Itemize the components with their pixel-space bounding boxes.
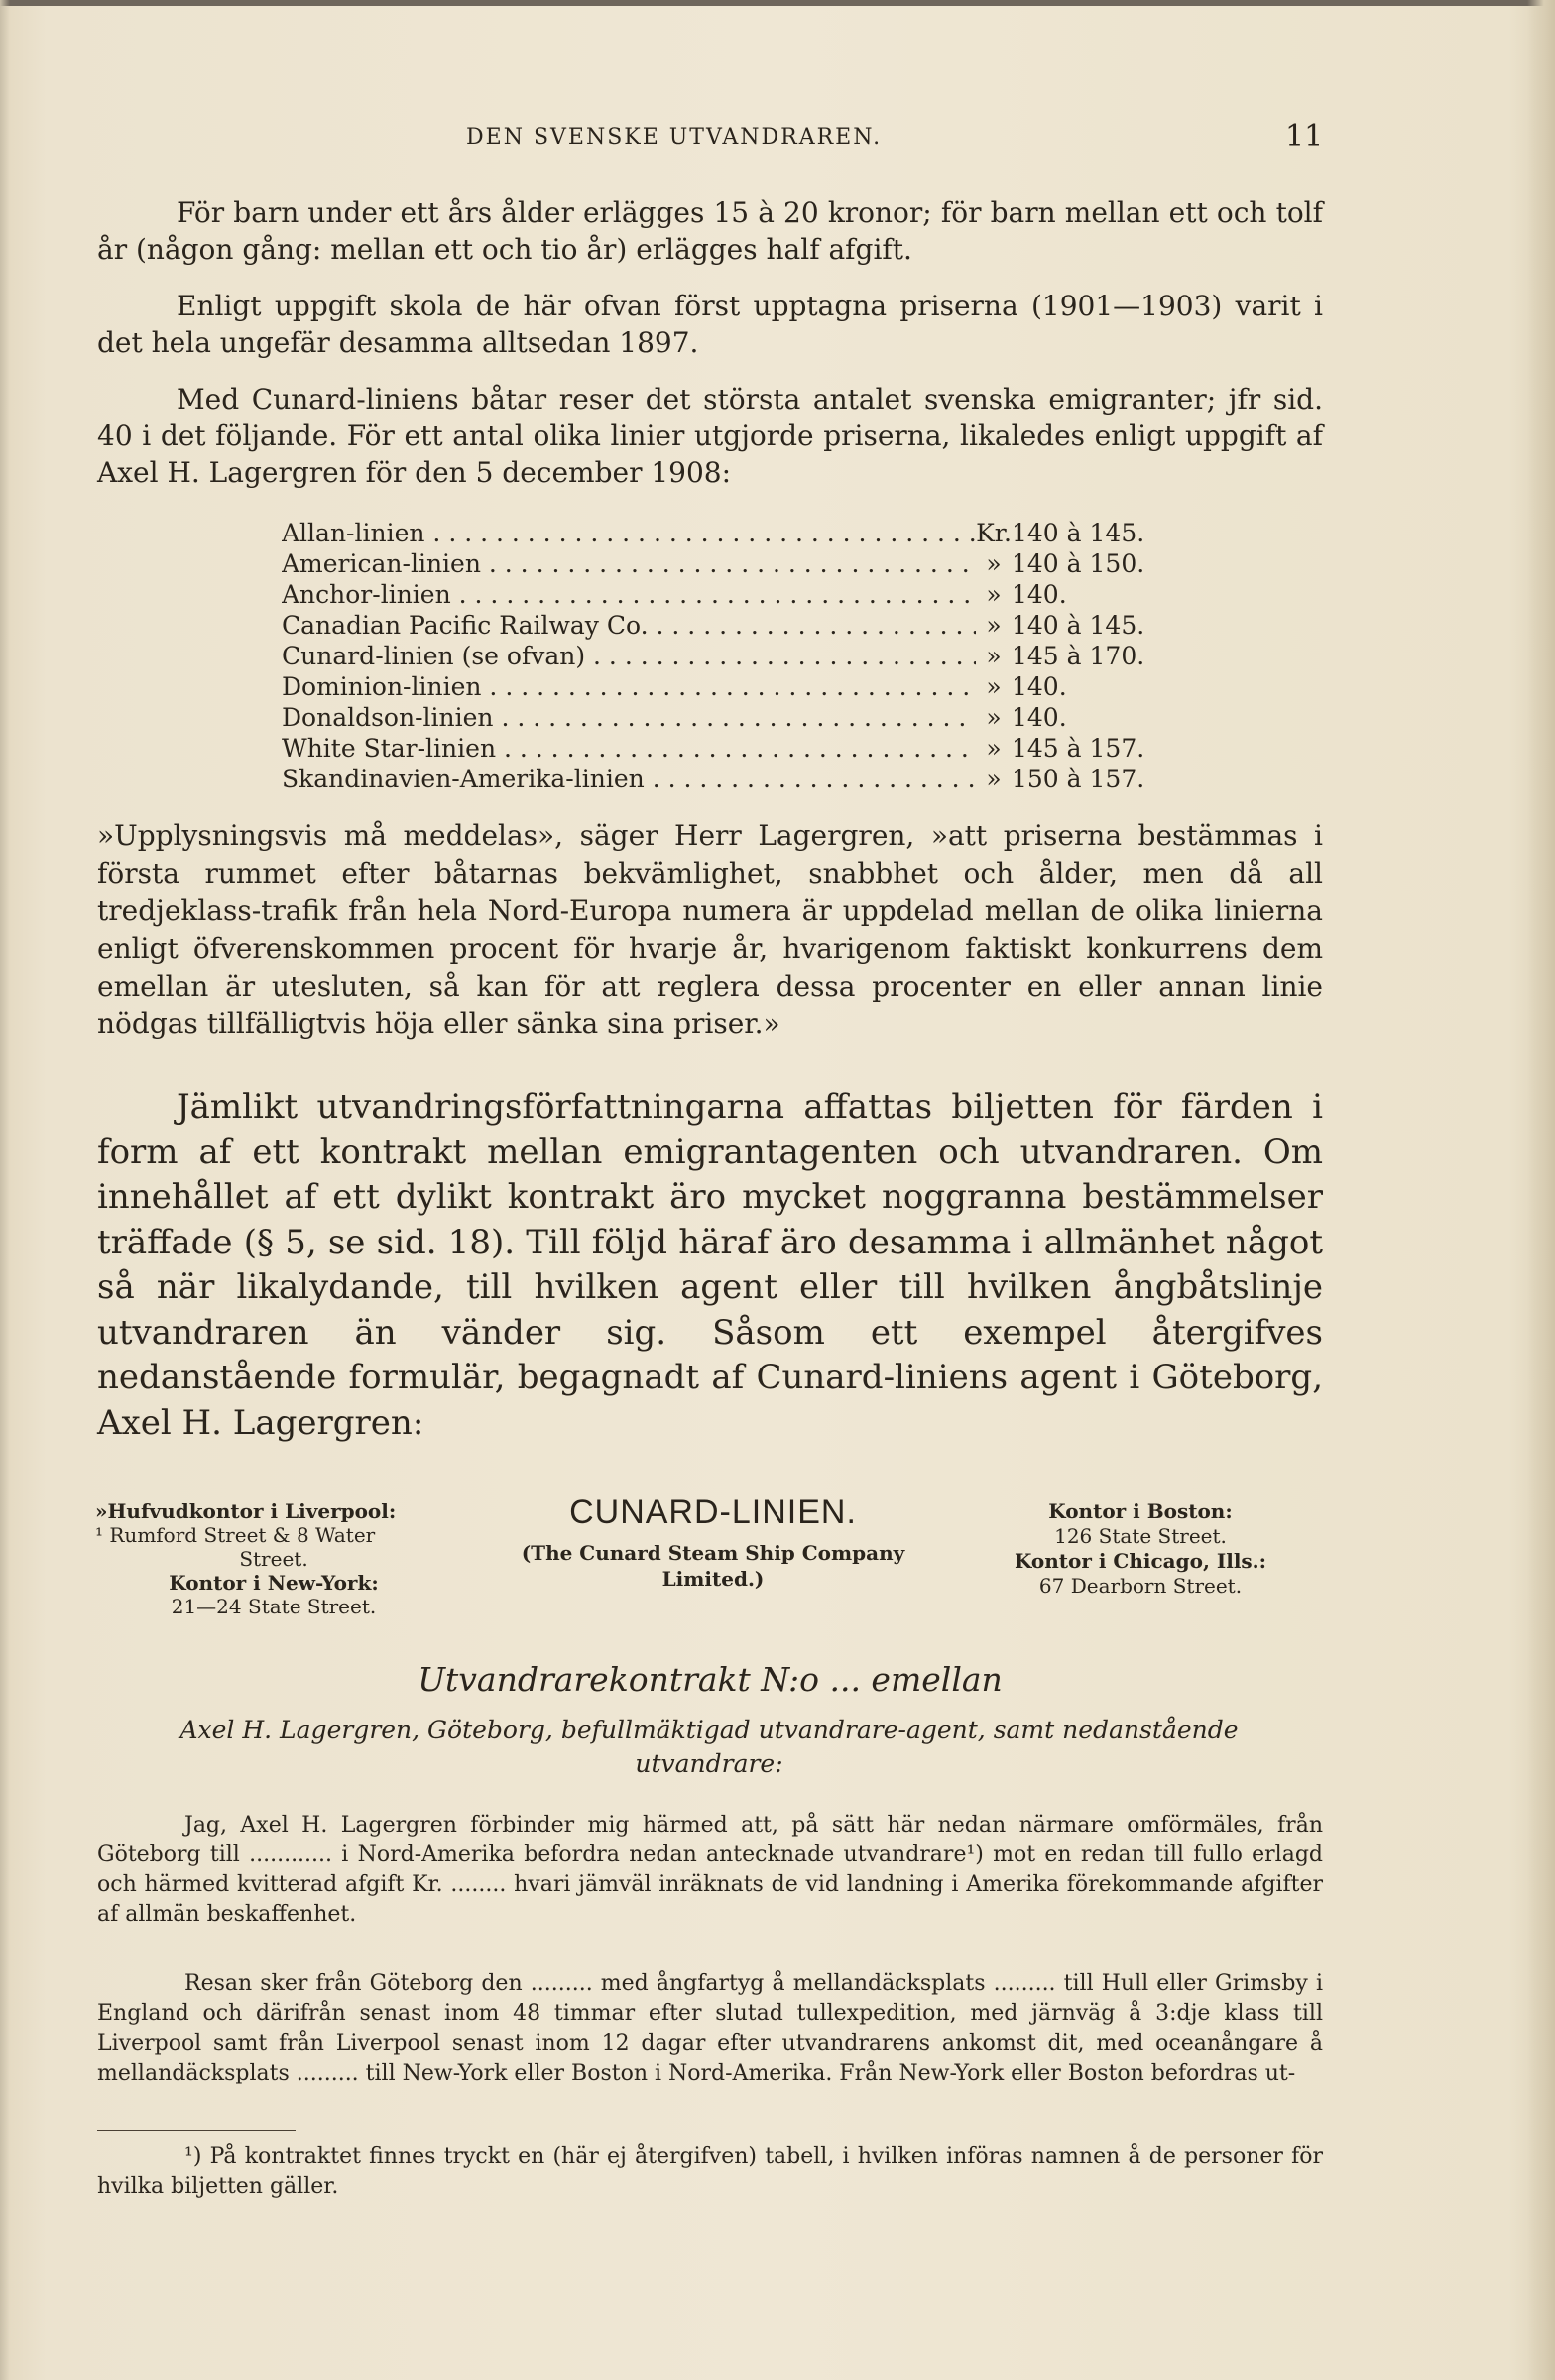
price-row <box>282 518 1210 548</box>
ditto-mark: » <box>986 703 1002 732</box>
price-row <box>282 764 1210 794</box>
ditto-mark: » <box>986 580 1002 609</box>
footnote-rule <box>97 2130 296 2131</box>
line-price: 145 à 170. <box>1012 642 1145 670</box>
line-price: 140. <box>1012 672 1067 701</box>
liverpool-address-1: ¹ Rumford Street & 8 Water <box>95 1523 376 1547</box>
company-name: CUNARD-LINIEN. <box>569 1493 857 1531</box>
price-row <box>282 610 1210 641</box>
boston-office-label: Kontor i Boston: <box>1048 1499 1233 1523</box>
currency-mark: Kr. <box>976 519 1012 547</box>
letterhead-right <box>992 1499 1289 1599</box>
paragraph-children-fares: För barn under ett års ålder erlägges 15 à 20 kronor; för barn mellan ett och tolf år (någon gång: mellan ett och tio år) erlägges half afgift. <box>97 196 1323 266</box>
newyork-office-label: Kontor i New-York: <box>169 1571 379 1595</box>
company-subtitle-1: (The Cunard Steam Ship Company <box>521 1541 905 1565</box>
scan-left-edge <box>0 0 10 2380</box>
line-price: 140 à 145. <box>1012 611 1145 640</box>
line-name: Anchor-linien . . . <box>282 579 976 610</box>
line-name: Skandinavien-Amerika-linien . . . <box>282 764 976 794</box>
ditto-mark: » <box>986 549 1002 578</box>
price-row <box>282 671 1210 702</box>
paragraph-price-history: Enligt uppgift skola de här ofvan först upptagna priserna (1901—1903) varit i det hela ungefär desamma alltsedan 1897. <box>97 290 1323 359</box>
line-price: 140 à 150. <box>1012 549 1145 578</box>
scan-right-edge <box>1527 0 1555 2380</box>
line-price: 150 à 157. <box>1012 765 1145 793</box>
chicago-office-label: Kontor i Chicago, Ills.: <box>1014 1549 1267 1573</box>
ditto-mark: » <box>986 672 1002 701</box>
ditto-mark: » <box>986 734 1002 763</box>
scan-top-edge <box>0 0 1555 6</box>
price-row <box>282 733 1210 764</box>
letterhead-center <box>482 1493 944 1592</box>
liverpool-address-2: Street. <box>239 1547 308 1571</box>
paragraph-cunard-intro: Med Cunard-liniens båtar reser det största antalet svenska emigranter; jfr sid. 40 i det följande. För ett antal olika linier utgjorde priserna, likaledes enligt uppgift af Axel H. Lagergren för den 5 december 1908: <box>97 383 1323 489</box>
company-subtitle-2: Limited.) <box>661 1567 765 1591</box>
ditto-mark: » <box>986 642 1002 670</box>
paragraph-contract-intro: Jämlikt utvandringsförfattningarna affattas biljetten för färden i form af ett kontrakt mellan emigrantagenten och utvandraren. Om innehållet af ett dylikt kontrakt äro mycket noggranna bestämmelser träffade (§ 5, se sid. 18). Till följd häraf äro desamma i allmänhet något så när likalydande, till hvilken agent eller till hvilken ångbåtslinje utvandraren än vänder sig. Såsom ett exempel återgifves nedanstående formulär, begagnadt af Cunard-liniens agent i Göteborg, Axel H. Lagergren: <box>97 1087 1323 1443</box>
page-number: 11 <box>1285 119 1324 154</box>
letterhead-left <box>95 1499 452 1618</box>
paragraph-lagergren-quote: »Upplysningsvis må meddelas», säger Herr Lagergren, »att priserna bestämmas i första rummet efter båtarnas bekvämlighet, snabbhet och ålder, men då all tredjeklass-trafik från hela Nord-Europa numera är uppdelad mellan de olika linierna enligt öfverenskommen procent för hvarje år, hvarigenom faktiskt konkurrens dem emellan är utesluten, så kan för att reglera dessa procenter en eller annan linie nödgas tillfälligtvis höja eller sänka sina priser.» <box>97 819 1323 1040</box>
line-name: Cunard-linien (se ofvan) . . . <box>282 641 976 671</box>
contract-title: Utvandrarekontrakt N:o ... emellan <box>418 1660 1003 1699</box>
contract-parties: Axel H. Lagergren, Göteborg, befullmäktigad utvandrare-agent, samt nedanstående utvandrare: <box>179 1716 1239 1778</box>
chicago-address: 67 Dearborn Street. <box>1038 1574 1243 1598</box>
line-price: 140. <box>1012 703 1067 732</box>
ditto-mark: » <box>986 611 1002 640</box>
contract-clause-2: Resan sker från Göteborg den ......... med ångfartyg å mellandäcksplats ......... till Hull eller Grimsby i England och därifrån senast inom 48 timmar efter slutad tullexpedition, med järnväg å 3:dje klass till Liverpool samt från Liverpool senast inom 12 dagar efter utvandrarens ankomst dit, med oceanångare å mellandäcksplats ......... till New-York eller Boston i Nord-Amerika. Från New-York eller Boston befordras ut- <box>97 1971 1323 2085</box>
newyork-address: 21—24 State Street. <box>171 1595 377 1618</box>
line-name: Dominion-linien . . . <box>282 671 976 702</box>
line-name: American-linien . . . <box>282 548 976 579</box>
line-name: Canadian Pacific Railway Co. . . . <box>282 610 976 641</box>
price-row <box>282 579 1210 610</box>
line-name: Allan-linien . . . <box>282 518 976 548</box>
line-price: 140. <box>1012 580 1067 609</box>
line-name: White Star-linien . . . <box>282 733 976 764</box>
running-title: DEN SVENSKE UTVANDRAREN. <box>466 125 883 150</box>
contract-clause-1: Jag, Axel H. Lagergren förbinder mig härmed att, på sätt här nedan närmare omförmäles, från Göteborg till ............ i Nord-Amerika befordra nedan antecknade utvandrare¹) mot en redan till fullo erlagd och härmed kvitterad afgift Kr. ........ hvari jämväl inräknats de vid landning i Amerika förekommande afgifter af allmän beskaffenhet. <box>97 1813 1323 1927</box>
price-row <box>282 641 1210 671</box>
liverpool-office-label: »Hufvudkontor i Liverpool: <box>95 1499 397 1523</box>
price-row <box>282 548 1210 579</box>
line-price: 145 à 157. <box>1012 734 1145 763</box>
line-price: 140 à 145. <box>1012 519 1145 547</box>
price-row <box>282 702 1210 733</box>
line-name: Donaldson-linien . . . <box>282 702 976 733</box>
footnote: ¹) På kontraktet finnes tryckt en (här ej återgifven) tabell, i hvilken införas namnen å de personer för hvilka biljetten gäller. <box>97 2144 1323 2199</box>
price-list <box>282 518 1210 794</box>
boston-address: 126 State Street. <box>1054 1524 1227 1548</box>
ditto-mark: » <box>986 765 1002 793</box>
